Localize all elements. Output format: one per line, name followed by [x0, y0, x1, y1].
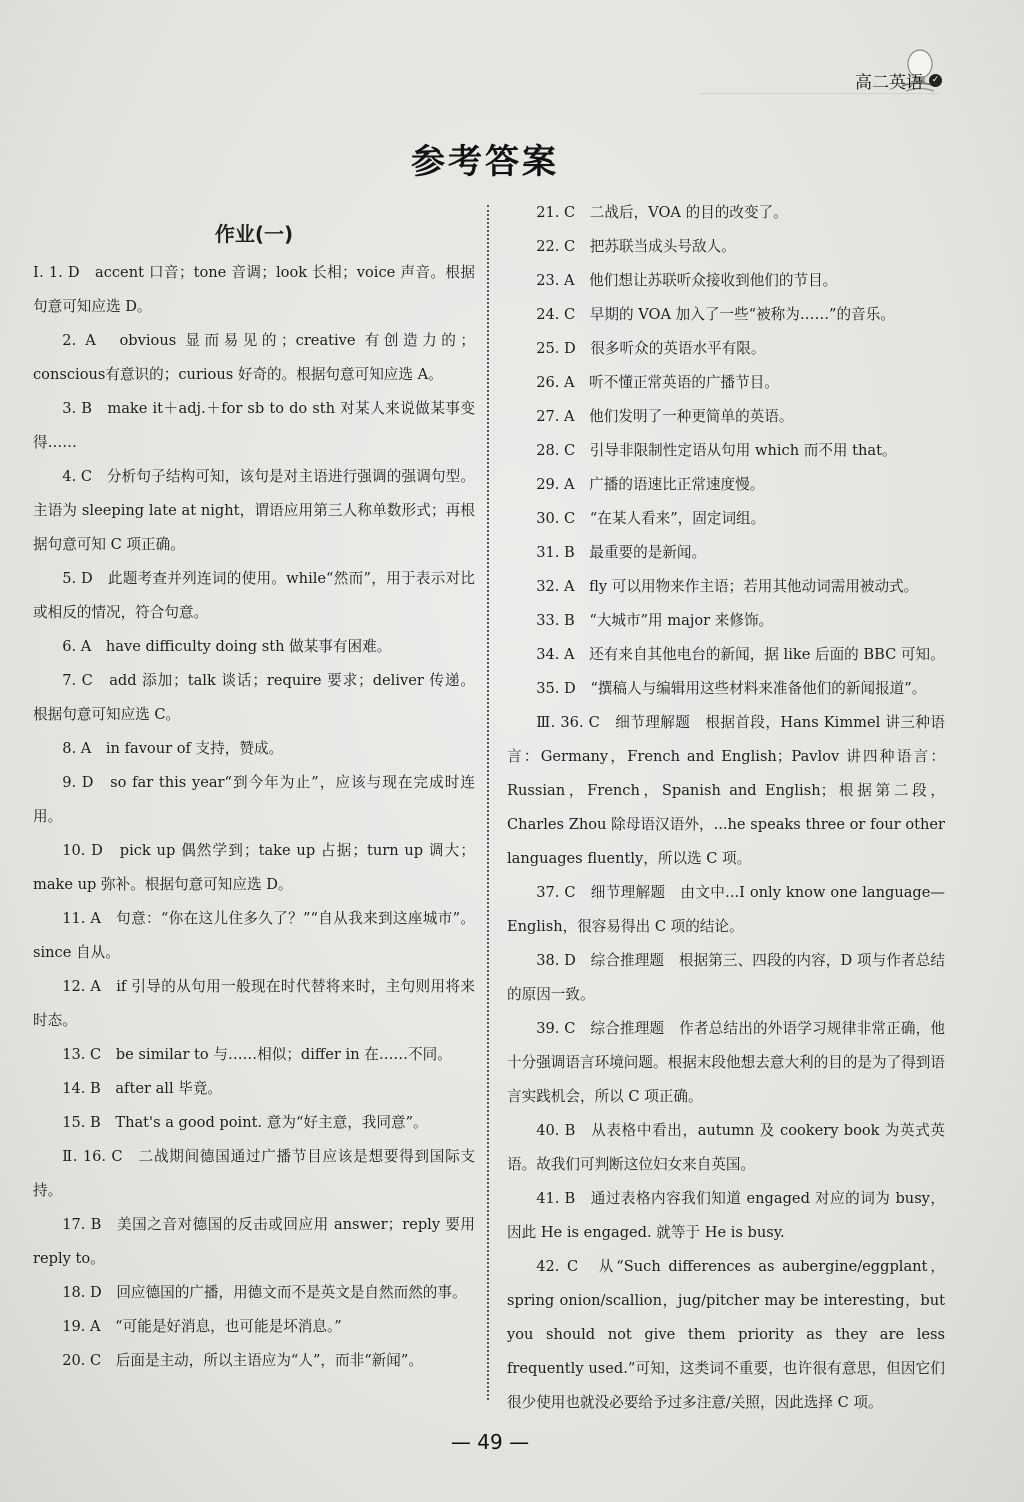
answer-item: 35. D “撰稿人与编辑用这些材料来准备他们的新闻报道”。 — [536, 680, 927, 697]
answer-item: 30. C “在某人看来”，固定词组。 — [536, 510, 766, 527]
right-column — [507, 196, 945, 1420]
section-title: 作业(一) — [214, 222, 294, 246]
answer-item: 24. C 早期的 VOA 加入了一些“被称为……”的音乐。 — [536, 306, 895, 323]
answer-item: 9. D so far this year“到今年为止”，应该与现在完成时连用。 — [33, 774, 475, 825]
answer-item: 33. B “大城市”用 major 来修饰。 — [536, 612, 774, 629]
answer-item: 29. A 广播的语速比正常速度慢。 — [536, 476, 765, 493]
answer-item: 39. C 综合推理题 作者总结出的外语学习规律非常正确，他十分强调语言环境问题。根据末段他想去意大利的目的是为了得到语言实践机会，所以 C 项正确。 — [507, 1020, 945, 1105]
answer-item: 41. B 通过表格内容我们知道 engaged 对应的词为 busy，因此 He is engaged. 就等于 He is busy. — [507, 1190, 945, 1241]
column-divider — [487, 205, 489, 1400]
answer-item: 42. C 从“Such differences as aubergine/eggplant，spring onion/scallion，jug/pitcher may be interesting，but you should not give them priority as they are less frequently used.”可知，这类词不重要，也许很有意思，但因它们很少使用也就没必要给予过多注意/关照，因此选择 C 项。 — [507, 1258, 945, 1411]
answer-item: 40. B 从表格中看出，autumn 及 cookery book 为英式英语。故我们可判断这位妇女来自英国。 — [507, 1122, 945, 1173]
answer-item: Ⅱ. 16. C 二战期间德国通过广播节目应该是想要得到国际支持。 — [33, 1148, 475, 1199]
answer-item: 34. A 还有来自其他电台的新闻，据 like 后面的 BBC 可知。 — [536, 646, 945, 663]
answer-item: 23. A 他们想让苏联听众接收到他们的节目。 — [536, 272, 838, 289]
left-column — [33, 214, 475, 1378]
answer-item: 3. B make it＋adj.＋for sb to do sth 对某人来说做某事变得…… — [33, 400, 475, 451]
answer-item: 32. A fly 可以用物来作主语；若用其他动词需用被动式。 — [536, 578, 919, 595]
answer-item: 2. A obvious 显而易见的；creative 有创造力的；conscious有意识的；curious 好奇的。根据句意可知应选 A。 — [33, 332, 475, 383]
answer-item: 18. D 回应德国的广播，用德文而不是英文是自然而然的事。 — [62, 1284, 467, 1301]
page-header — [855, 68, 942, 93]
answer-item: 26. A 听不懂正常英语的广播节目。 — [536, 374, 779, 391]
answer-item: 17. B 美国之音对德国的反击或回应用 answer；reply 要用 reply to。 — [33, 1216, 475, 1267]
answer-item: 4. C 分析句子结构可知，该句是对主语进行强调的强调句型。主语为 sleeping late at night，谓语应用第三人称单数形式；再根据句意可知 C 项正确。 — [33, 468, 475, 553]
header-rule — [700, 93, 940, 94]
answer-item: Ⅲ. 36. C 细节理解题 根据首段，Hans Kimmel 讲三种语言：Germany，French and English；Pavlov 讲四种语言：Russian，French，Spanish and English；根据第二段，Charles Zhou 除母语汉语外，...he speaks three or four other languages fluently，所以选 C 项。 — [507, 714, 945, 867]
answer-item: 10. D pick up 偶然学到；take up 占据；turn up 调大；make up 弥补。根据句意可知应选 D。 — [33, 842, 475, 893]
answer-item: 7. C add 添加；talk 谈话；require 要求；deliver 传递。根据句意可知应选 C。 — [33, 672, 475, 723]
answer-item: 6. A have difficulty doing sth 做某事有困难。 — [62, 638, 392, 655]
page-title: 参考答案 — [411, 142, 559, 182]
answer-item: 28. C 引导非限制性定语从句用 which 而不用 that。 — [536, 442, 897, 459]
answer-item: Ⅰ. 1. D accent 口音；tone 音调；look 长相；voice 声音。根据句意可知应选 D。 — [33, 264, 475, 315]
answer-item: 27. A 他们发明了一种更简单的英语。 — [536, 408, 794, 425]
answer-item: 25. D 很多听众的英语水平有限。 — [536, 340, 766, 357]
answer-item: 31. B 最重要的是新闻。 — [536, 544, 707, 561]
answer-item: 38. D 综合推理题 根据第三、四段的内容，D 项与作者总结的原因一致。 — [507, 952, 945, 1003]
subject-label: 高二英语 — [855, 73, 923, 93]
answer-item: 5. D 此题考查并列连词的使用。while“然而”，用于表示对比或相反的情况，符合句意。 — [33, 570, 475, 621]
answer-item: 19. A “可能是好消息，也可能是坏消息。” — [62, 1318, 342, 1335]
answer-item: 20. C 后面是主动，所以主语应为“人”，而非“新闻”。 — [62, 1352, 423, 1369]
answer-item: 13. C be similar to 与……相似；differ in 在……不同。 — [62, 1046, 452, 1063]
answer-item: 14. B after all 毕竟。 — [62, 1080, 223, 1097]
answer-item: 37. C 细节理解题 由文中...I only know one language—English，很容易得出 C 项的结论。 — [507, 884, 945, 935]
check-icon: ✓ — [929, 74, 942, 87]
answer-item: 11. A 句意：“你在这儿住多久了？”“自从我来到这座城市”。since 自从。 — [33, 910, 475, 961]
answer-item: 22. C 把苏联当成头号敌人。 — [536, 238, 736, 255]
answer-item: 8. A in favour of 支持，赞成。 — [62, 740, 284, 757]
answer-item: 21. C 二战后，VOA 的目的改变了。 — [536, 204, 788, 221]
answer-item: 12. A if 引导的从句用一般现在时代替将来时，主句则用将来时态。 — [33, 978, 475, 1029]
page-number: — 49 — — [450, 1430, 530, 1454]
answer-item: 15. B That's a good point. 意为“好主意，我同意”。 — [62, 1114, 428, 1131]
